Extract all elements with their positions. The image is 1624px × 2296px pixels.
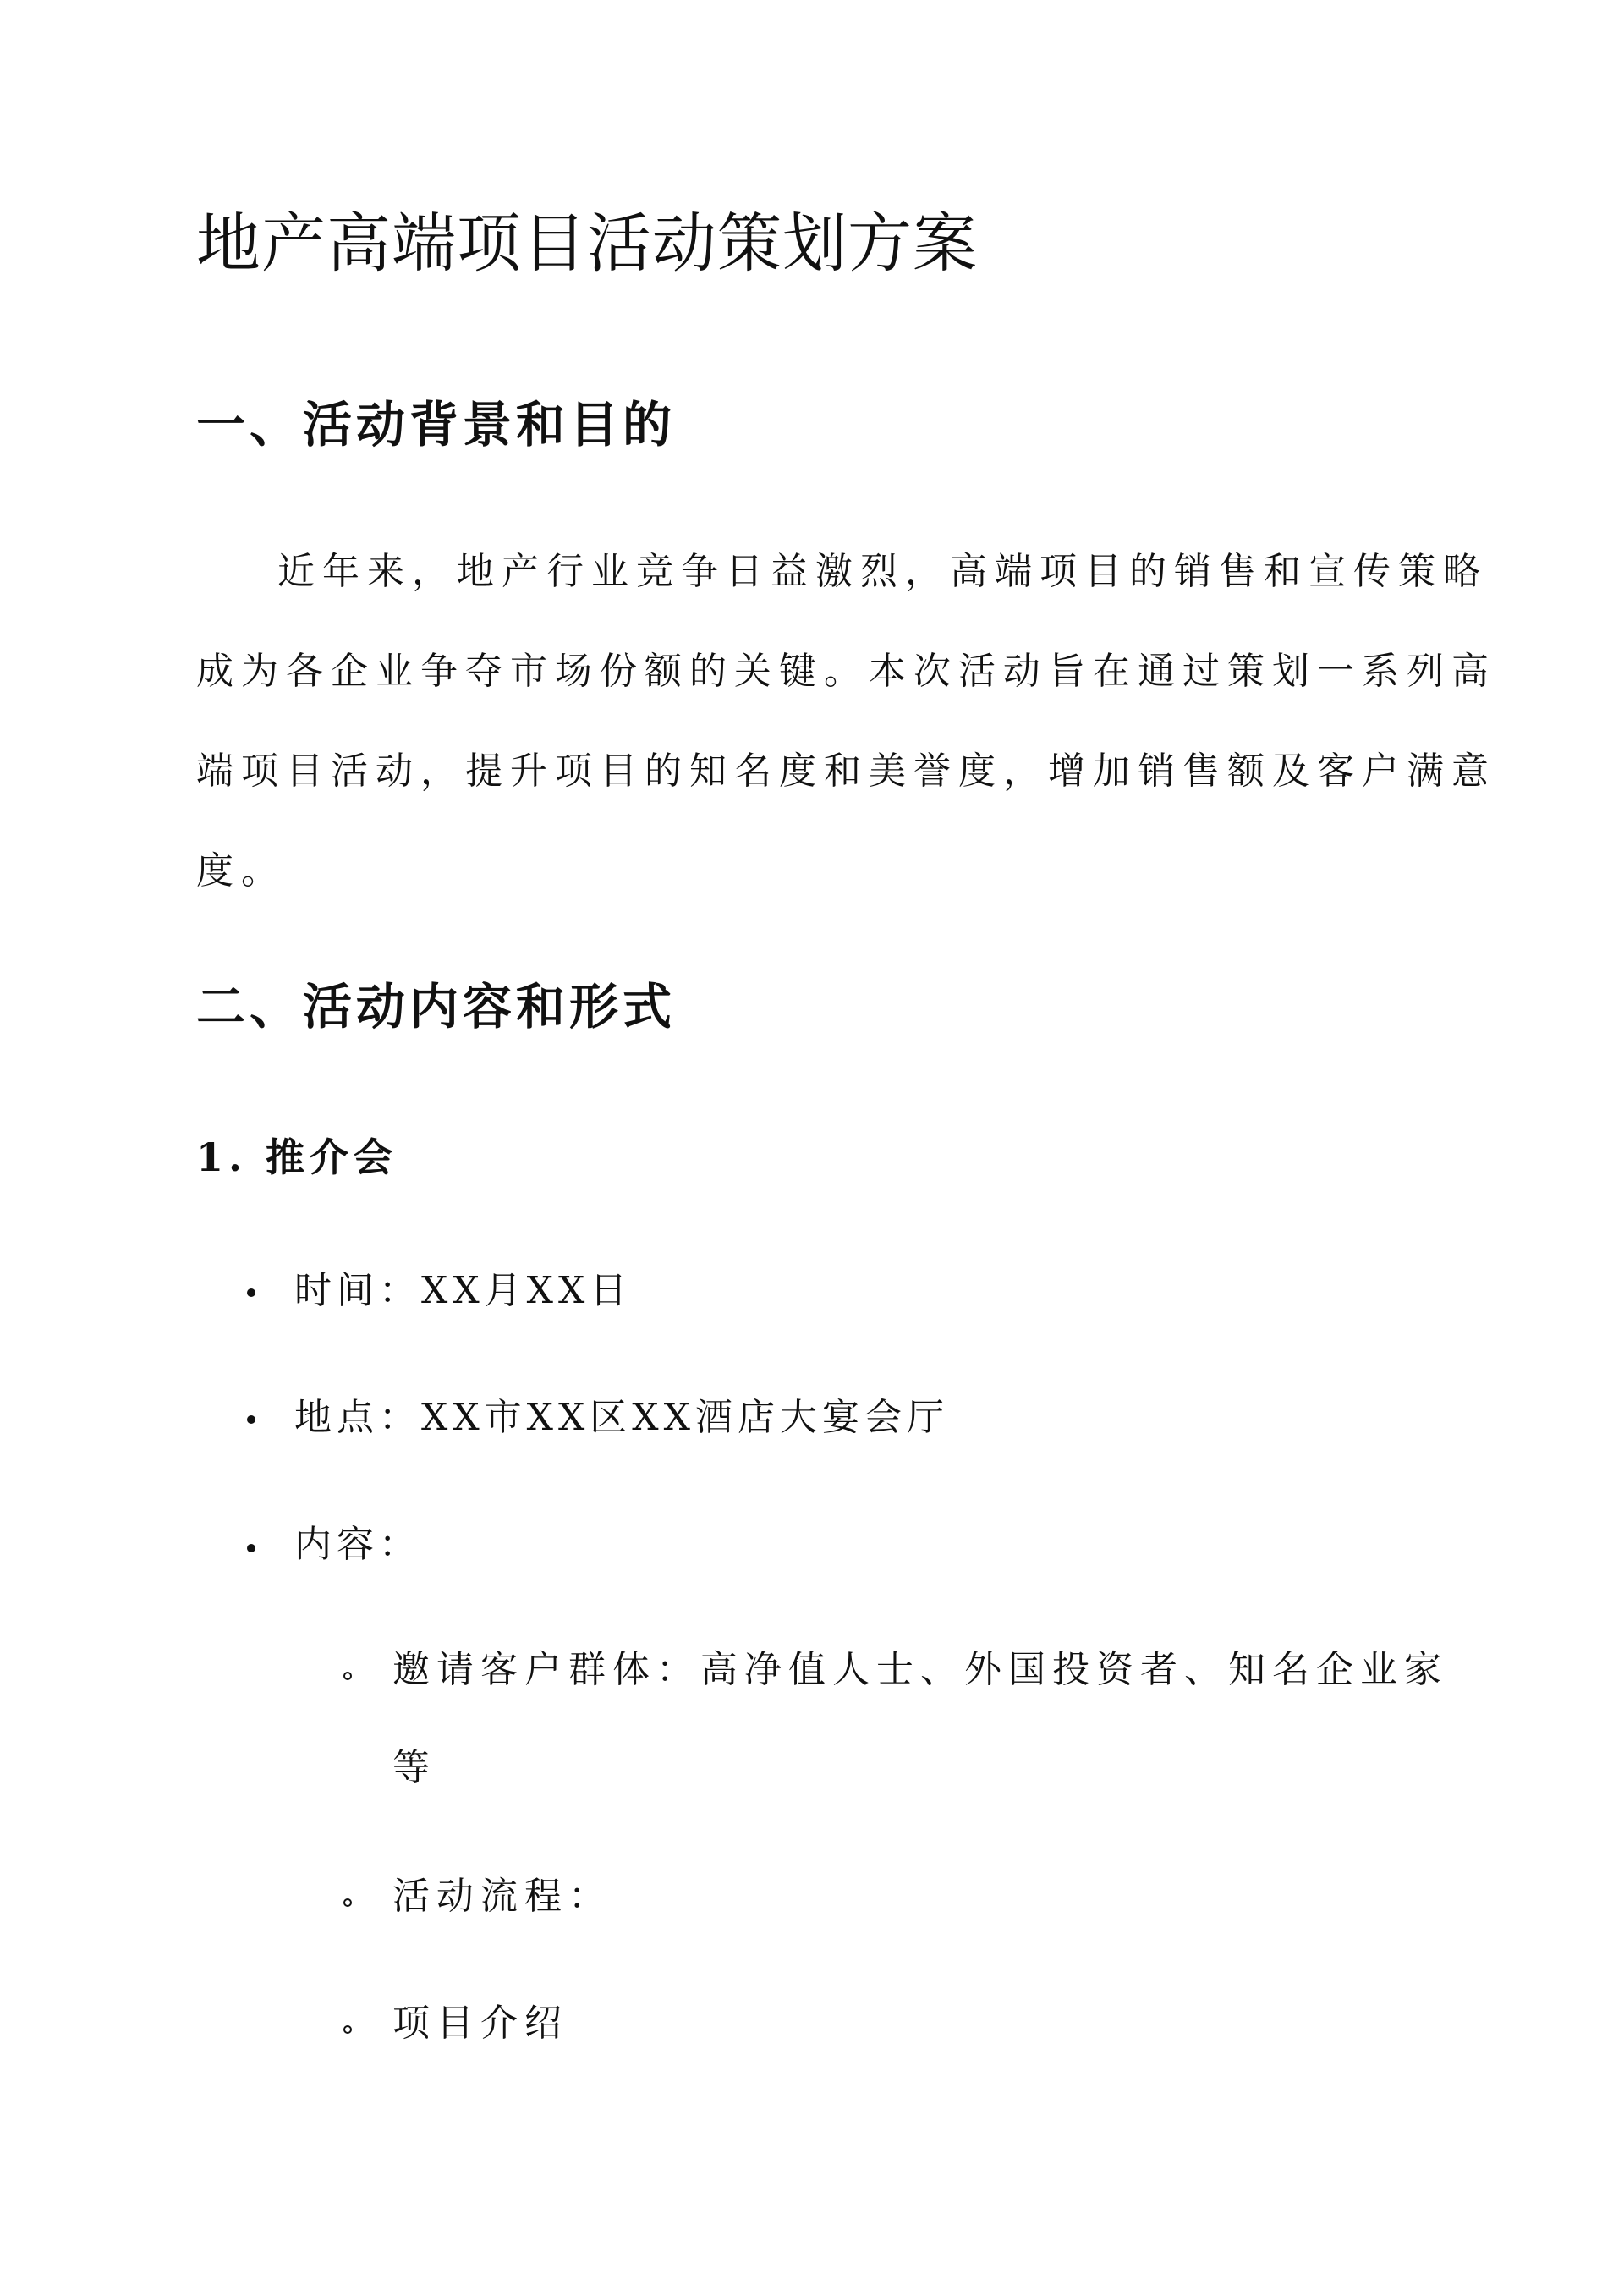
section-heading-background: 一、活动背景和目的 [196, 396, 677, 453]
paragraph-line: 近年来，地产行业竞争日益激烈，高端项目的销售和宣传策略 [277, 550, 1488, 593]
paragraph-line: 度。 [196, 849, 286, 893]
paragraph-line: 成为各企业争夺市场份额的关键。本次活动旨在通过策划一系列高 [196, 650, 1496, 693]
sub-item-invite-cont: 等 [392, 1746, 436, 1789]
circle-bullet-icon [343, 2025, 352, 2034]
bullet-icon [247, 1544, 255, 1552]
bullet-icon [247, 1415, 255, 1424]
circle-bullet-icon [343, 1672, 352, 1680]
paragraph-line: 端项目活动，提升项目的知名度和美誉度，增加销售额及客户满意 [196, 750, 1496, 793]
bullet-location: 地点：XX市XX区XX酒店大宴会厅 [294, 1396, 949, 1439]
sub-item-invite: 邀请客户群体：高净值人士、外国投资者、知名企业家 [392, 1648, 1448, 1691]
circle-bullet-icon [343, 1898, 352, 1907]
bullet-icon [247, 1288, 255, 1297]
sub-item-intro: 项目介绍 [392, 2002, 568, 2045]
section-heading-content: 二、活动内容和形式 [196, 978, 677, 1035]
bullet-time: 时间：XX月XX日 [294, 1269, 633, 1312]
sub-heading-launch-event: 1. 推介会 [196, 1134, 398, 1180]
sub-item-flow: 活动流程： [392, 1875, 612, 1918]
document-title: 地产高端项目活动策划方案 [196, 206, 978, 281]
bullet-content: 内容： [294, 1523, 421, 1566]
